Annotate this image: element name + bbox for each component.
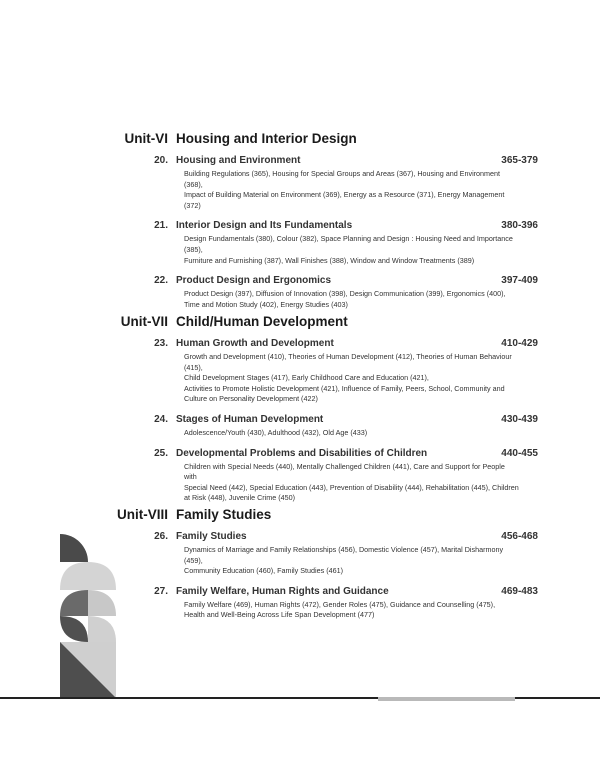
chapter-title: Family Studies	[176, 531, 247, 542]
unit-title: Child/Human Development	[176, 314, 348, 329]
chapter-pages: 380-396	[501, 220, 538, 232]
topic-line: Culture on Personality Development (422)	[184, 394, 318, 404]
chapter-topics	[184, 545, 542, 577]
topic-line: Child Development Stages (417), Early Childhood Care and Education (421),	[184, 373, 429, 383]
footer-accent-bar	[378, 697, 515, 701]
chapter-pages: 430-439	[501, 413, 538, 425]
chapter-topics	[184, 169, 542, 211]
leaf-dark-bottom	[60, 616, 88, 642]
chapter-pages: 469-483	[501, 585, 538, 597]
unit-label: Unit-VI	[124, 131, 168, 146]
chapter-title: Human Growth and Development	[176, 338, 334, 349]
decorative-shapes	[60, 534, 116, 698]
chapter-pages: 440-455	[501, 447, 538, 459]
topic-line: Design Fundamentals (380), Colour (382), Space Planning and Design : Housing Need and Importance	[184, 234, 513, 244]
unit-vi	[0, 131, 600, 310]
topic-line: Time and Motion Study (402), Energy Studies (403)	[184, 299, 348, 309]
topic-line: at Risk (448), Juvenile Crime (450)	[184, 493, 296, 503]
chapter-topics	[184, 428, 542, 439]
topic-line: Children with Special Needs (440), Mentally Challenged Children (441), Care and Support for People	[184, 461, 505, 471]
chapter-number: 26.	[154, 531, 168, 542]
topic-line: Impact of Building Material on Environment (369), Energy as a Resource (371), Energy Management	[184, 190, 505, 200]
chapter-pages: 410-429	[501, 338, 538, 349]
chapter-topics	[184, 234, 542, 266]
chapter-title: Housing and Environment	[176, 155, 301, 166]
topic-line: (372)	[184, 200, 201, 210]
chapter-topics	[184, 462, 542, 504]
topic-line: (459),	[184, 555, 203, 565]
chapter-25	[0, 448, 600, 504]
topic-line: Family Welfare (469), Human Rights (472), Gender Roles (475), Guidance and Counselling (475),	[184, 599, 496, 609]
chapter-pages: 397-409	[501, 275, 538, 287]
topic-line: Building Regulations (365), Housing for Special Groups and Areas (367), Housing and Environment	[184, 169, 501, 178]
topic-line: (385),	[184, 244, 203, 254]
chapter-number: 24.	[154, 413, 168, 425]
chapter-pages: 456-468	[501, 531, 538, 542]
half-circle-dark	[60, 534, 88, 562]
topic-line: Activities to Promote Holistic Development (421), Influence of Family, Peers, School, Community and	[184, 383, 505, 393]
unit-title: Housing and Interior Design	[176, 131, 357, 146]
chapter-topics	[184, 289, 542, 310]
topic-line: with	[184, 472, 197, 482]
chapter-pages: 365-379	[501, 155, 538, 166]
chapter-24	[0, 414, 600, 439]
chapter-number: 25.	[154, 447, 168, 459]
chapter-topics	[184, 600, 542, 621]
leaf-light-bottom	[88, 616, 116, 642]
chapter-title: Developmental Problems and Disabilities of Children	[176, 447, 428, 459]
leaf-light-right	[88, 590, 116, 616]
unit-heading	[0, 131, 600, 146]
topic-line: Special Need (442), Special Education (443), Prevention of Disability (444), Rehabilitation (445), Children	[184, 482, 519, 492]
unit-heading	[0, 314, 600, 329]
chapter-number: 23.	[154, 338, 168, 349]
chapter-22	[0, 275, 600, 310]
unit-label: Unit-VIII	[117, 507, 168, 522]
chapter-20	[0, 155, 600, 211]
topic-line: Adolescence/Youth (430), Adulthood (432), Old Age (433)	[184, 427, 368, 437]
topic-line: Dynamics of Marriage and Family Relationships (456), Domestic Violence (457), Marital Disharmony	[184, 545, 504, 554]
unit-title: Family Studies	[176, 507, 272, 522]
topic-line: Growth and Development (410), Theories of Human Development (412), Theories of Human Behaviour	[184, 352, 512, 361]
topic-line: Product Design (397), Diffusion of Innovation (398), Design Communication (399), Ergonomics (400),	[184, 289, 506, 299]
topic-line: (368),	[184, 179, 203, 189]
topic-line: Health and Well-Being Across Life Span Development (477)	[184, 610, 375, 620]
chapter-title: Interior Design and Its Fundamentals	[176, 220, 353, 232]
chapter-title: Product Design and Ergonomics	[176, 275, 332, 287]
leaf-dark-left	[60, 590, 88, 616]
unit-vii	[0, 314, 600, 504]
chapter-21	[0, 220, 600, 266]
chapter-number: 20.	[154, 155, 168, 166]
chapter-number: 27.	[154, 585, 168, 597]
leaf-light-top	[60, 562, 116, 590]
chapter-number: 21.	[154, 220, 168, 232]
chapter-23	[0, 338, 600, 405]
topic-line: (415),	[184, 362, 203, 372]
chapter-title: Stages of Human Development	[176, 413, 324, 425]
chapter-topics	[184, 352, 542, 405]
unit-heading	[0, 507, 600, 522]
chapter-number: 22.	[154, 275, 168, 287]
chapter-title: Family Welfare, Human Rights and Guidance	[176, 585, 389, 597]
topic-line: Furniture and Furnishing (387), Wall Finishes (388), Window and Window Treatments (389)	[184, 255, 475, 265]
topic-line: Community Education (460), Family Studies (461)	[184, 566, 343, 576]
unit-label: Unit-VII	[120, 314, 168, 329]
